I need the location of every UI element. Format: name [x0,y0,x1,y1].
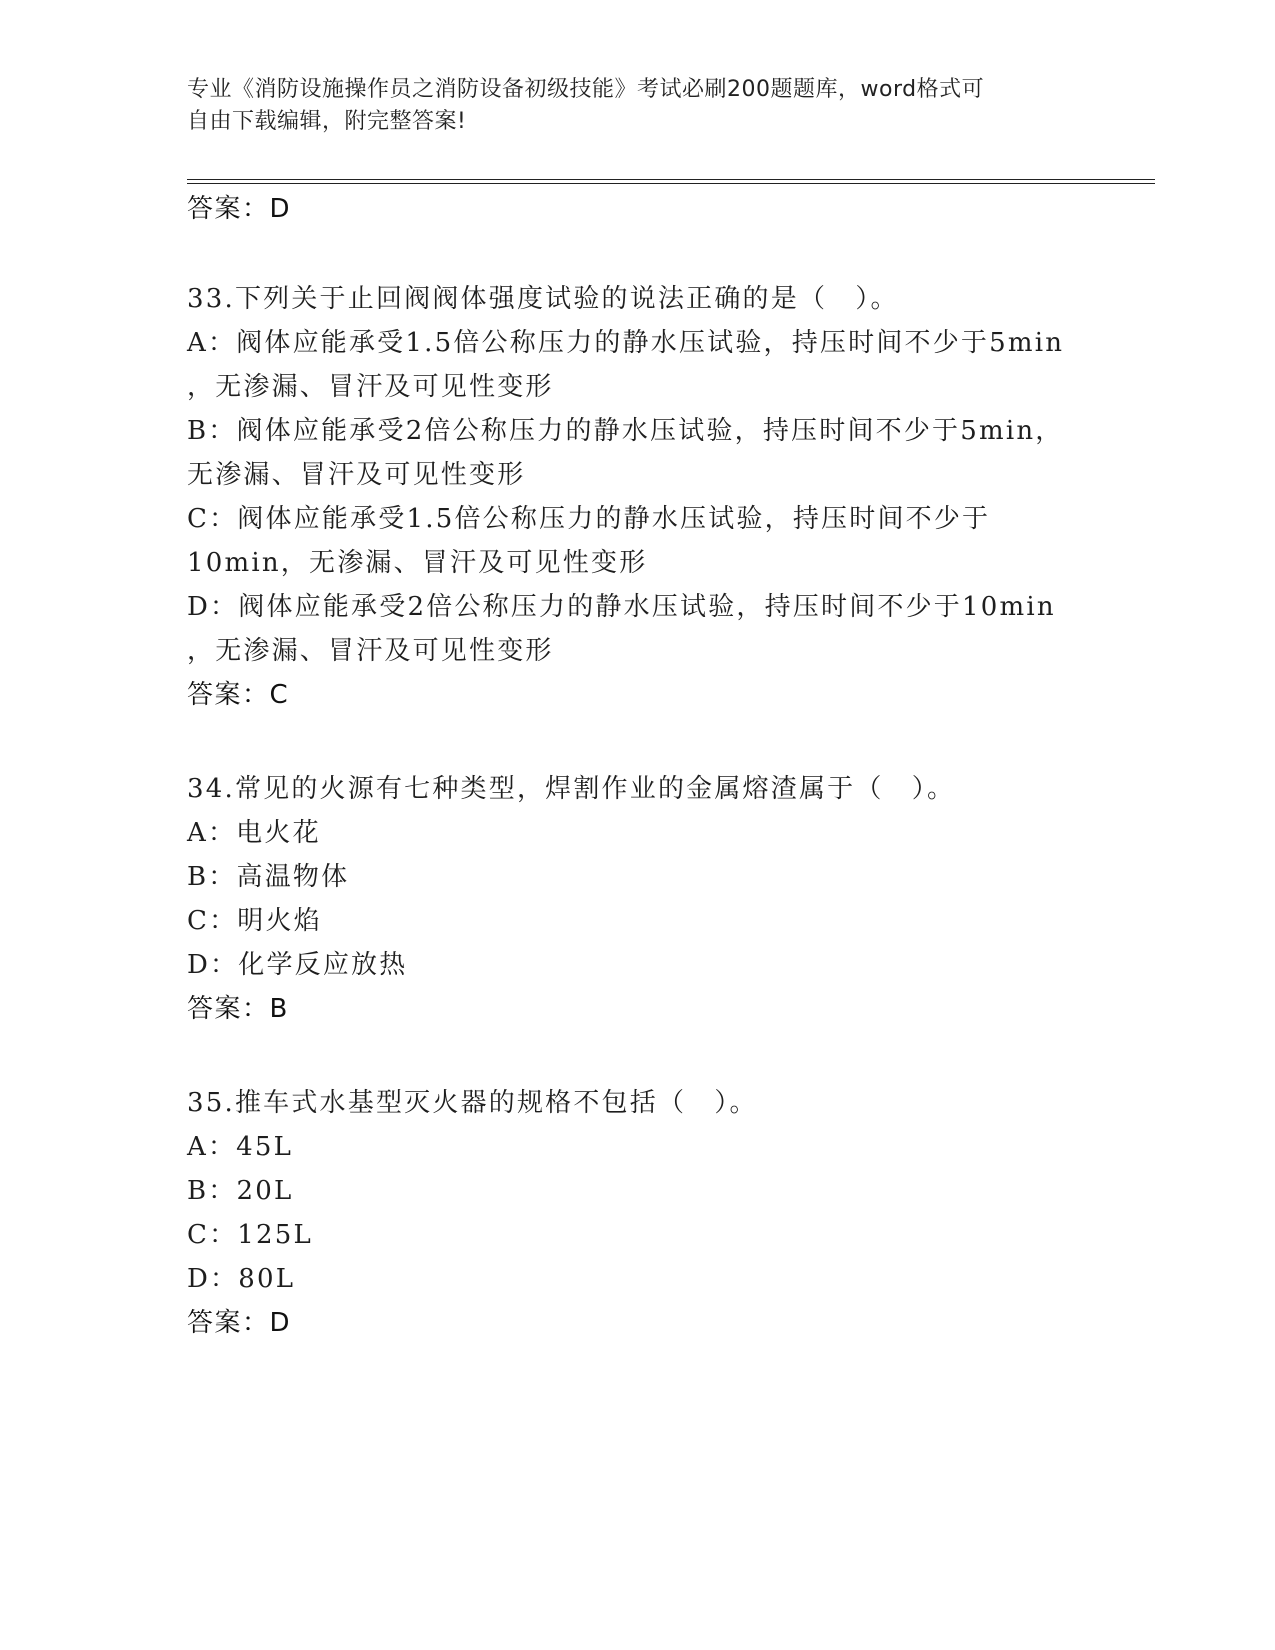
question-33-option-c-cont: 10min，无渗漏、冒汗及可见性变形 [187,548,648,578]
question-34-option-c: C：明火焰 [187,906,322,936]
question-33-option-c: C：阀体应能承受1.5倍公称压力的静水压试验，持压时间不少于 [187,504,991,534]
question-33-option-d: D：阀体应能承受2倍公称压力的静水压试验，持压时间不少于10min [187,592,1056,622]
header-divider-top [187,179,1155,180]
question-34-stem: 34.常见的火源有七种类型，焊割作业的金属熔渣属于（ ）。 [187,774,956,804]
question-33-option-a-cont: ，无渗漏、冒汗及可见性变形 [187,372,554,402]
question-34-option-a: A：电火花 [187,818,321,848]
question-34-answer: 答案：B [187,994,289,1024]
question-34-option-b: B：高温物体 [187,862,350,892]
question-33-option-b-cont: 无渗漏、冒汗及可见性变形 [187,460,526,490]
question-35-option-d: D：80L [187,1264,296,1294]
header-line-2: 自由下载编辑，附完整答案! [187,109,467,134]
question-33-stem: 33.下列关于止回阀阀体强度试验的说法正确的是（ ）。 [187,284,899,314]
question-33-option-b: B：阀体应能承受2倍公称压力的静水压试验，持压时间不少于5min， [187,416,1064,446]
question-35-option-c: C：125L [187,1220,313,1250]
previous-answer: 答案：D [187,194,292,224]
question-33-option-a: A：阀体应能承受1.5倍公称压力的静水压试验，持压时间不少于5min [187,328,1065,358]
document-header [187,74,1067,138]
header-divider-bottom [187,183,1155,184]
question-35-stem: 35.推车式水基型灭火器的规格不包括（ ）。 [187,1088,758,1118]
question-33-option-d-cont: ，无渗漏、冒汗及可见性变形 [187,636,554,666]
question-35-option-b: B：20L [187,1176,294,1206]
question-33-answer: 答案：C [187,680,290,710]
question-35-option-a: A：45L [187,1132,294,1162]
header-line-1: 专业《消防设施操作员之消防设备初级技能》考试必刷200题题库，word格式可 [187,77,985,102]
question-35-answer: 答案：D [187,1308,292,1338]
question-34-option-d: D：化学反应放热 [187,950,408,980]
